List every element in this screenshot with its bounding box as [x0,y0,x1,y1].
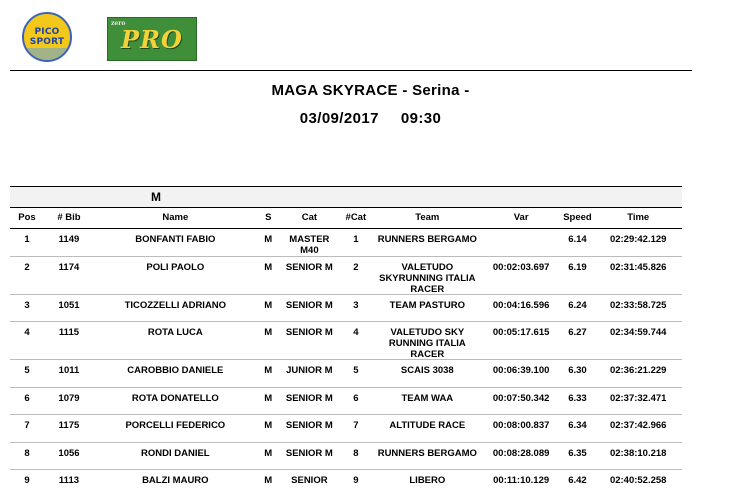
group-header [10,186,682,207]
cell-var: 00:02:03.697 [492,262,550,273]
col-cat-pos-header: #Cat [345,212,367,223]
column-header-row [10,207,682,229]
cell-time: 02:34:59.744 [609,327,667,338]
group-label: M [151,190,161,204]
cell-name: BALZI MAURO [142,475,209,486]
cell-time: 02:37:32.471 [609,393,667,404]
cell-team: RUNNERS BERGAMO [377,234,477,245]
cell-pos: 5 [24,365,30,376]
table-row [10,470,682,490]
cell-name: BONFANTI FABIO [135,234,216,245]
cell-sex: M [264,300,273,311]
cell-cat: MASTER M40 [289,234,330,256]
cell-time: 02:31:45.826 [609,262,667,273]
cell-time: 02:29:42.129 [609,234,667,245]
cell-team: TEAM PASTURO [389,300,465,311]
cell-cat: SENIOR M [285,262,333,273]
pro-logo-prefix: zero [111,20,126,27]
cell-sex: M [264,234,273,245]
pro-logo-text: PRO [121,24,183,54]
cell-name: PORCELLI FEDERICO [125,420,226,431]
cell-sex: M [264,393,273,404]
cell-var: 00:06:39.100 [492,365,550,376]
cell-sex: M [264,365,273,376]
cell-bib: 1079 [58,393,80,404]
cell-time: 02:37:42.966 [609,420,667,431]
col-time-header: Time [627,212,650,223]
cell-cat: SENIOR [291,475,328,486]
cell-name: RONDI DANIEL [141,448,210,459]
cell-team: SCAIS 3038 [400,365,454,376]
cell-cat-pos: 9 [353,475,359,486]
cell-speed: 6.19 [568,262,587,273]
cell-bib: 1113 [58,475,80,486]
cell-sex: M [264,262,273,273]
cell-sex: M [264,448,273,459]
race-time: 09:30 [400,110,442,127]
table-row [10,443,682,470]
cell-team: ALTITUDE RACE [389,420,466,431]
cell-cat-pos: 5 [353,365,359,376]
cell-name: ROTA DONATELLO [131,393,219,404]
cell-speed: 6.33 [568,393,587,404]
cell-speed: 6.27 [568,327,587,338]
cell-bib: 1056 [58,448,80,459]
cell-var: 00:08:28.089 [492,448,550,459]
col-team-header: Team [415,212,440,223]
col-name-header: Name [162,212,189,223]
cell-pos: 3 [24,300,30,311]
cell-cat: SENIOR M [285,420,333,431]
col-cat-header: Cat [301,212,318,223]
cell-var: 00:11:10.129 [493,475,550,486]
cell-speed: 6.35 [568,448,587,459]
cell-cat-pos: 8 [353,448,359,459]
cell-speed: 6.34 [568,420,587,431]
cell-team: VALETUDO SKYRUNNING ITALIA RACER [379,262,476,295]
cell-speed: 6.24 [568,300,587,311]
table-row [10,229,682,257]
pico-sport-logo [22,12,72,62]
cell-team: TEAM WAA [401,393,454,404]
header-divider [10,70,692,71]
cell-var: 00:05:17.615 [492,327,550,338]
cell-cat: SENIOR M [285,393,333,404]
cell-cat-pos: 3 [353,300,359,311]
col-var-header: Var [513,212,529,223]
cell-bib: 1174 [58,262,80,273]
cell-pos: 8 [24,448,30,459]
table-row [10,360,682,388]
col-bib-header: # Bib [57,212,81,223]
cell-cat-pos: 2 [353,262,359,273]
table-row [10,415,682,443]
col-sex-header: S [265,212,272,223]
col-pos-header: Pos [18,212,36,223]
table-row [10,295,682,322]
cell-team: VALETUDO SKY RUNNING ITALIA RACER [388,327,466,360]
cell-name: CAROBBIO DANIELE [127,365,224,376]
pico-logo-text-bottom: SPORT [29,37,65,47]
pico-logo-text-top: PICO [34,27,60,37]
cell-sex: M [264,327,273,338]
cell-cat-pos: 6 [353,393,359,404]
cell-speed: 6.30 [568,365,587,376]
cell-pos: 2 [24,262,30,273]
cell-cat-pos: 4 [353,327,359,338]
col-speed-header: Speed [563,212,592,223]
cell-time: 02:36:21.229 [609,365,667,376]
table-row [10,257,682,295]
cell-cat: SENIOR M [285,300,333,311]
cell-cat: JUNIOR M [286,365,333,376]
cell-var: 00:08:00.837 [492,420,550,431]
cell-cat: SENIOR M [285,448,333,459]
page-title: MAGA SKYRACE - Serina - [271,82,470,99]
cell-bib: 1149 [58,234,80,245]
cell-cat: SENIOR M [285,327,333,338]
cell-pos: 6 [24,393,30,404]
cell-var: 00:07:50.342 [492,393,550,404]
cell-var: 00:04:16.596 [492,300,550,311]
cell-cat-pos: 7 [353,420,359,431]
cell-name: TICOZZELLI ADRIANO [124,300,227,311]
cell-speed: 6.14 [568,234,587,245]
cell-bib: 1175 [58,420,80,431]
cell-sex: M [264,475,273,486]
cell-sex: M [264,420,273,431]
cell-team: RUNNERS BERGAMO [377,448,477,459]
cell-time: 02:33:58.725 [609,300,667,311]
cell-pos: 9 [24,475,30,486]
cell-pos: 1 [24,234,30,245]
cell-bib: 1011 [58,365,80,376]
cell-cat-pos: 1 [353,234,359,245]
cell-pos: 4 [24,327,30,338]
cell-pos: 7 [24,420,30,431]
cell-time: 02:38:10.218 [609,448,667,459]
cell-name: POLI PAOLO [146,262,205,273]
results-table [10,186,682,490]
pro-logo [107,17,197,61]
race-datetime [0,110,741,127]
race-date: 03/09/2017 [299,110,379,127]
table-row [10,322,682,360]
cell-team: LIBERO [409,475,446,486]
cell-bib: 1115 [58,327,80,338]
cell-name: ROTA LUCA [147,327,203,338]
table-row [10,388,682,415]
cell-bib: 1051 [58,300,80,311]
cell-time: 02:40:52.258 [609,475,667,486]
cell-speed: 6.42 [568,475,587,486]
